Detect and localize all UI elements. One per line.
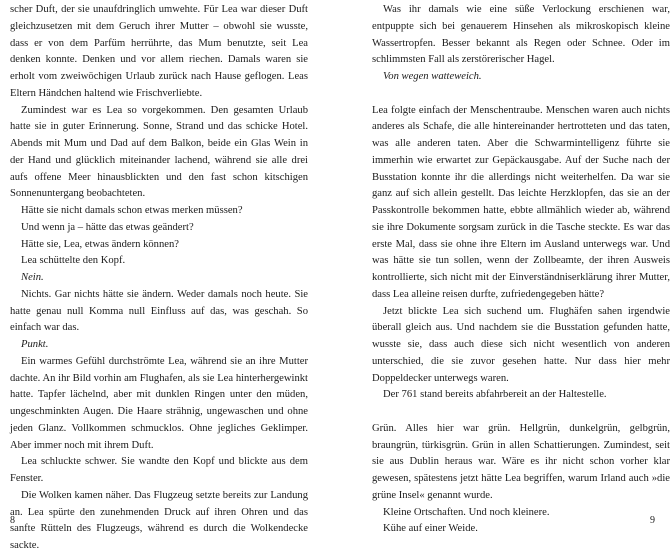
paragraph: Und wenn ja – hätte das etwas geändert? [21, 221, 194, 233]
paragraph: Kühe auf einer Weide. [383, 523, 478, 535]
paragraph: Von wegen watteweich. [383, 71, 482, 82]
paragraph: Punkt. [21, 339, 49, 350]
paragraph: Ein warmes Gefühl durchströmte Lea, während sie an ihre Mutter dachte. An ihr Bild vorhin am Flughafen, als sie Lea hinterhergewinkt hatte. Tapfer lächelnd, aber mit dunklen Ringen unter den müden, ungeschminkten Augen. Die Haare strähnig, ungewaschen und ohne jeden Glanz. Vollkommen schmucklos. Ohne jegliches Geklimper. Aber immer noch mit ihrem Duft. [10, 355, 308, 451]
paragraph: Grün. Alles hier war grün. Hellgrün, dunkelgrün, gelbgrün, braungrün, türkisgrün. Grün in allen Schattierungen. Zumindest, seit sie aus Dublin heraus war. Wäre es ihr nicht schon vorher klar gewesen, spätestens jetzt hätte Lea begriffen, warum Irland auch »die grüne Insel« genannt wurde. [372, 422, 670, 501]
paragraph: Die Wolken kamen näher. Das Flugzeug setzte bereits zur Landung an. Lea spürte den zunehmenden Druck auf ihren Ohren und das sanfte Rütteln des Flugzeugs, während es durch die Wolkendecke sackte. [10, 489, 308, 551]
paragraph: Lea schluckte schwer. Sie wandte den Kopf und blickte aus dem Fenster. [10, 456, 308, 484]
section-break [372, 86, 670, 103]
left-page-text [10, 2, 308, 555]
paragraph: Lea schüttelte den Kopf. [21, 255, 126, 267]
paragraph: Kleine Ortschaften. Und noch kleinere. [383, 506, 550, 518]
left-page [0, 0, 336, 551]
page-number: 8 [10, 515, 15, 527]
paragraph: Der 761 stand bereits abfahrbereit an der Haltestelle. [383, 389, 607, 401]
paragraph: Zumindest war es Lea so vorgekommen. Den gesamten Urlaub hatte sie in guter Erinnerung. Sonne, Strand und das schicke Hotel. Abends mit Mum und Dad auf dem Balkon, beide ein Glas Wein in der Hand und glücklich miteinander lachend, während sie alle drei aufs offene Meer hinausblickten und den fast schon kitschigen Sonnenuntergang beobachteten. [10, 104, 308, 200]
paragraph: Nichts. Gar nichts hätte sie ändern. Weder damals noch heute. Sie hatte genau null Komma null Einfluss auf das, was geschah. So einfach war das. [10, 288, 308, 334]
section-break [372, 404, 670, 421]
paragraph: Lea folgte einfach der Menschentraube. Menschen waren auch nichts anderes als Schafe, die alle hintereinander hertrotteten und das taten, was alle anderen taten. Aber die Schwarmintelligenz führte sie immerhin wie erwartet zur Gepäckausgabe. Auf der Suche nach der Busstation konnte ihr die allerdings nicht weiterhelfen. Da war sie ganz auf sich allein gestellt. Das leichte Herzklopfen, das sie an der Passkontrolle bekommen hatte, ebbte allmählich wieder ab, während sie ihre Dokumente sorgsam zurück in die Tasche steckte. Es war das erste Mal, dass sie ohne ihre Eltern im Ausland unterwegs war. Und was hätte sie tun sollen, wenn der Zollbeamte, der ihren Ausweis kontrollierte, sich nicht mit der Einverständniserklärung ihrer Mutter, dass Lea alleine reisen durfte, zufriedengegeben hätte? [372, 104, 670, 300]
paragraph: Nein. [21, 272, 44, 283]
right-page-text [372, 2, 670, 538]
paragraph: Was ihr damals wie eine süße Verlockung erschienen war, entpuppte sich bei genauerem Hinsehen als mikroskopisch kleine Wassertropfen. Besser bekannt als Regen oder Schnee. Oder im schlimmsten Fall als zerstörerischer Hagel. [372, 4, 670, 66]
paragraph: Jetzt blickte Lea sich suchend um. Flughäfen sahen irgendwie überall gleich aus. Und nachdem sie die Busstation gefunden hatte, wusste sie, dass auch diese sich nicht wesentlich von anderen unterschied, die sie zuvor gesehen hatte. Nur dass hier mehr Doppeldecker unterwegs waren. [372, 305, 670, 384]
right-page [336, 0, 671, 536]
page-number: 9 [650, 515, 655, 527]
paragraph: Hätte sie, Lea, etwas ändern können? [21, 238, 179, 250]
paragraph: Hätte sie nicht damals schon etwas merken müssen? [21, 205, 243, 216]
paragraph: scher Duft, der sie unaufdringlich umwehte. Für Lea war dieser Duft gleichzusetzen mit dem Geruch ihrer Mutter – obwohl sie wusste, dass er von dem Parfüm herrührte, das Mum benutzte, seit Lea denken konnte. Denken und vor allem riechen. Damals waren sie erholt vom zweiwöchigen Urlaub zurück nach Hause geflogen. Leas Eltern Händchen haltend wie Frischverliebte. [10, 4, 308, 99]
